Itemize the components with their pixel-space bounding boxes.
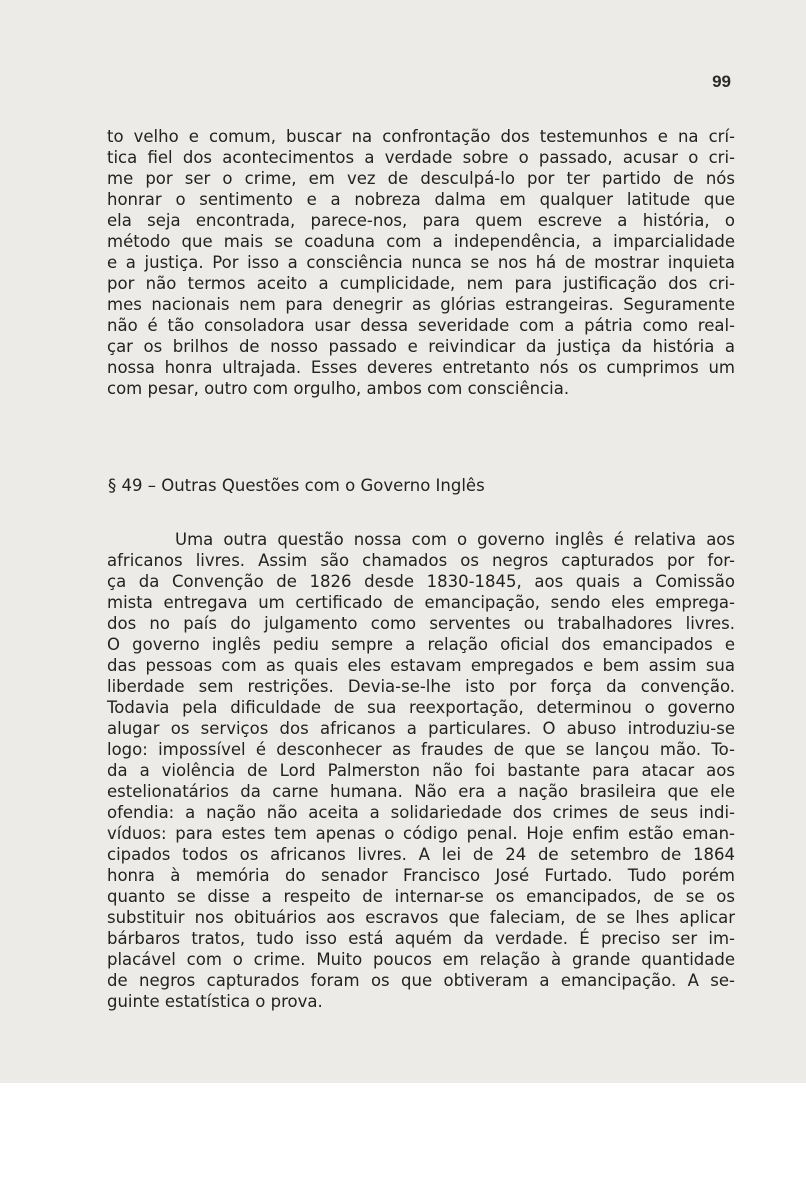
text-line: Todavia pela dificuldade de sua reexportação, determinou o governo <box>107 698 735 717</box>
text-line: ela seja encontrada, parece-nos, para quem escreve a história, o <box>107 211 735 230</box>
text-line: dos no país do julgamento como serventes ou trabalhadores livres. <box>107 614 735 633</box>
section-heading: § 49 – Outras Questões com o Governo Inglês <box>108 476 485 495</box>
text-line: honrar o sentimento e a nobreza dalma em qualquer latitude que <box>107 190 735 209</box>
text-line: e a justiça. Por isso a consciência nunca se nos há de mostrar inquieta <box>107 253 735 272</box>
text-line: método que mais se coaduna com a independência, a imparcialidade <box>107 232 735 251</box>
text-line: tica fiel dos acontecimentos a verdade sobre o passado, acusar o cri- <box>107 148 735 167</box>
text-line: mista entregava um certificado de emancipação, sendo eles emprega- <box>107 593 735 612</box>
text-line: não é tão consoladora usar dessa severidade com a pátria como real- <box>107 316 735 335</box>
text-line: guinte estatística o prova. <box>107 992 323 1011</box>
text-line: por não termos aceito a cumplicidade, nem para justificação dos cri- <box>107 274 735 293</box>
text-line: das pessoas com as quais eles estavam empregados e bem assim sua <box>107 656 735 675</box>
text-line: de negros capturados foram os que obtiveram a emancipação. A se- <box>107 971 735 990</box>
text-line: to velho e comum, buscar na confrontação dos testemunhos e na crí- <box>107 127 735 146</box>
paragraph-1 <box>107 126 735 399</box>
text-line: honra à memória do senador Francisco José Furtado. Tudo porém <box>107 866 735 885</box>
text-line: mes nacionais nem para denegrir as glórias estrangeiras. Seguramente <box>107 295 735 314</box>
text-line: Uma outra questão nossa com o governo inglês é relativa aos <box>175 530 735 549</box>
text-line: com pesar, outro com orgulho, ambos com consciência. <box>107 379 570 398</box>
text-line: placável com o crime. Muito poucos em relação à grande quantidade <box>107 950 735 969</box>
text-line: alugar os serviços dos africanos a particulares. O abuso introduziu-se <box>107 719 735 738</box>
text-line: africanos livres. Assim são chamados os negros capturados por for- <box>107 551 735 570</box>
text-line: estelionatários da carne humana. Não era a nação brasileira que ele <box>107 782 735 801</box>
text-line: çar os brilhos de nosso passado e reivindicar da justiça da história a <box>107 337 735 356</box>
text-line: da a violência de Lord Palmerston não foi bastante para atacar aos <box>107 761 735 780</box>
text-line: O governo inglês pediu sempre a relação oficial dos emancipados e <box>107 635 735 654</box>
paragraph-2 <box>107 529 735 1012</box>
text-line: quanto se disse a respeito de internar-se os emancipados, de se os <box>107 887 735 906</box>
text-line: substituir nos obituários aos escravos que faleciam, de se lhes aplicar <box>107 908 735 927</box>
page-number: 99 <box>712 72 731 91</box>
text-line: cipados todos os africanos livres. A lei de 24 de setembro de 1864 <box>107 845 735 864</box>
text-line: ça da Convenção de 1826 desde 1830-1845, aos quais a Comissão <box>107 572 735 591</box>
text-line: me por ser o crime, em vez de desculpá-lo por ter partido de nós <box>107 169 735 188</box>
text-line: logo: impossível é desconhecer as fraudes de que se lançou mão. To- <box>107 740 735 759</box>
text-line: bárbaros tratos, tudo isso está aquém da verdade. É preciso ser im- <box>107 929 735 948</box>
text-line: liberdade sem restrições. Devia-se-lhe isto por força da convenção. <box>107 677 735 696</box>
text-line: ofendia: a nação não aceita a solidariedade dos crimes de seus indi- <box>107 803 735 822</box>
text-line: víduos: para estes tem apenas o código penal. Hoje enfim estão eman- <box>107 824 735 843</box>
text-line: nossa honra ultrajada. Esses deveres entretanto nós os cumprimos um <box>107 358 735 377</box>
